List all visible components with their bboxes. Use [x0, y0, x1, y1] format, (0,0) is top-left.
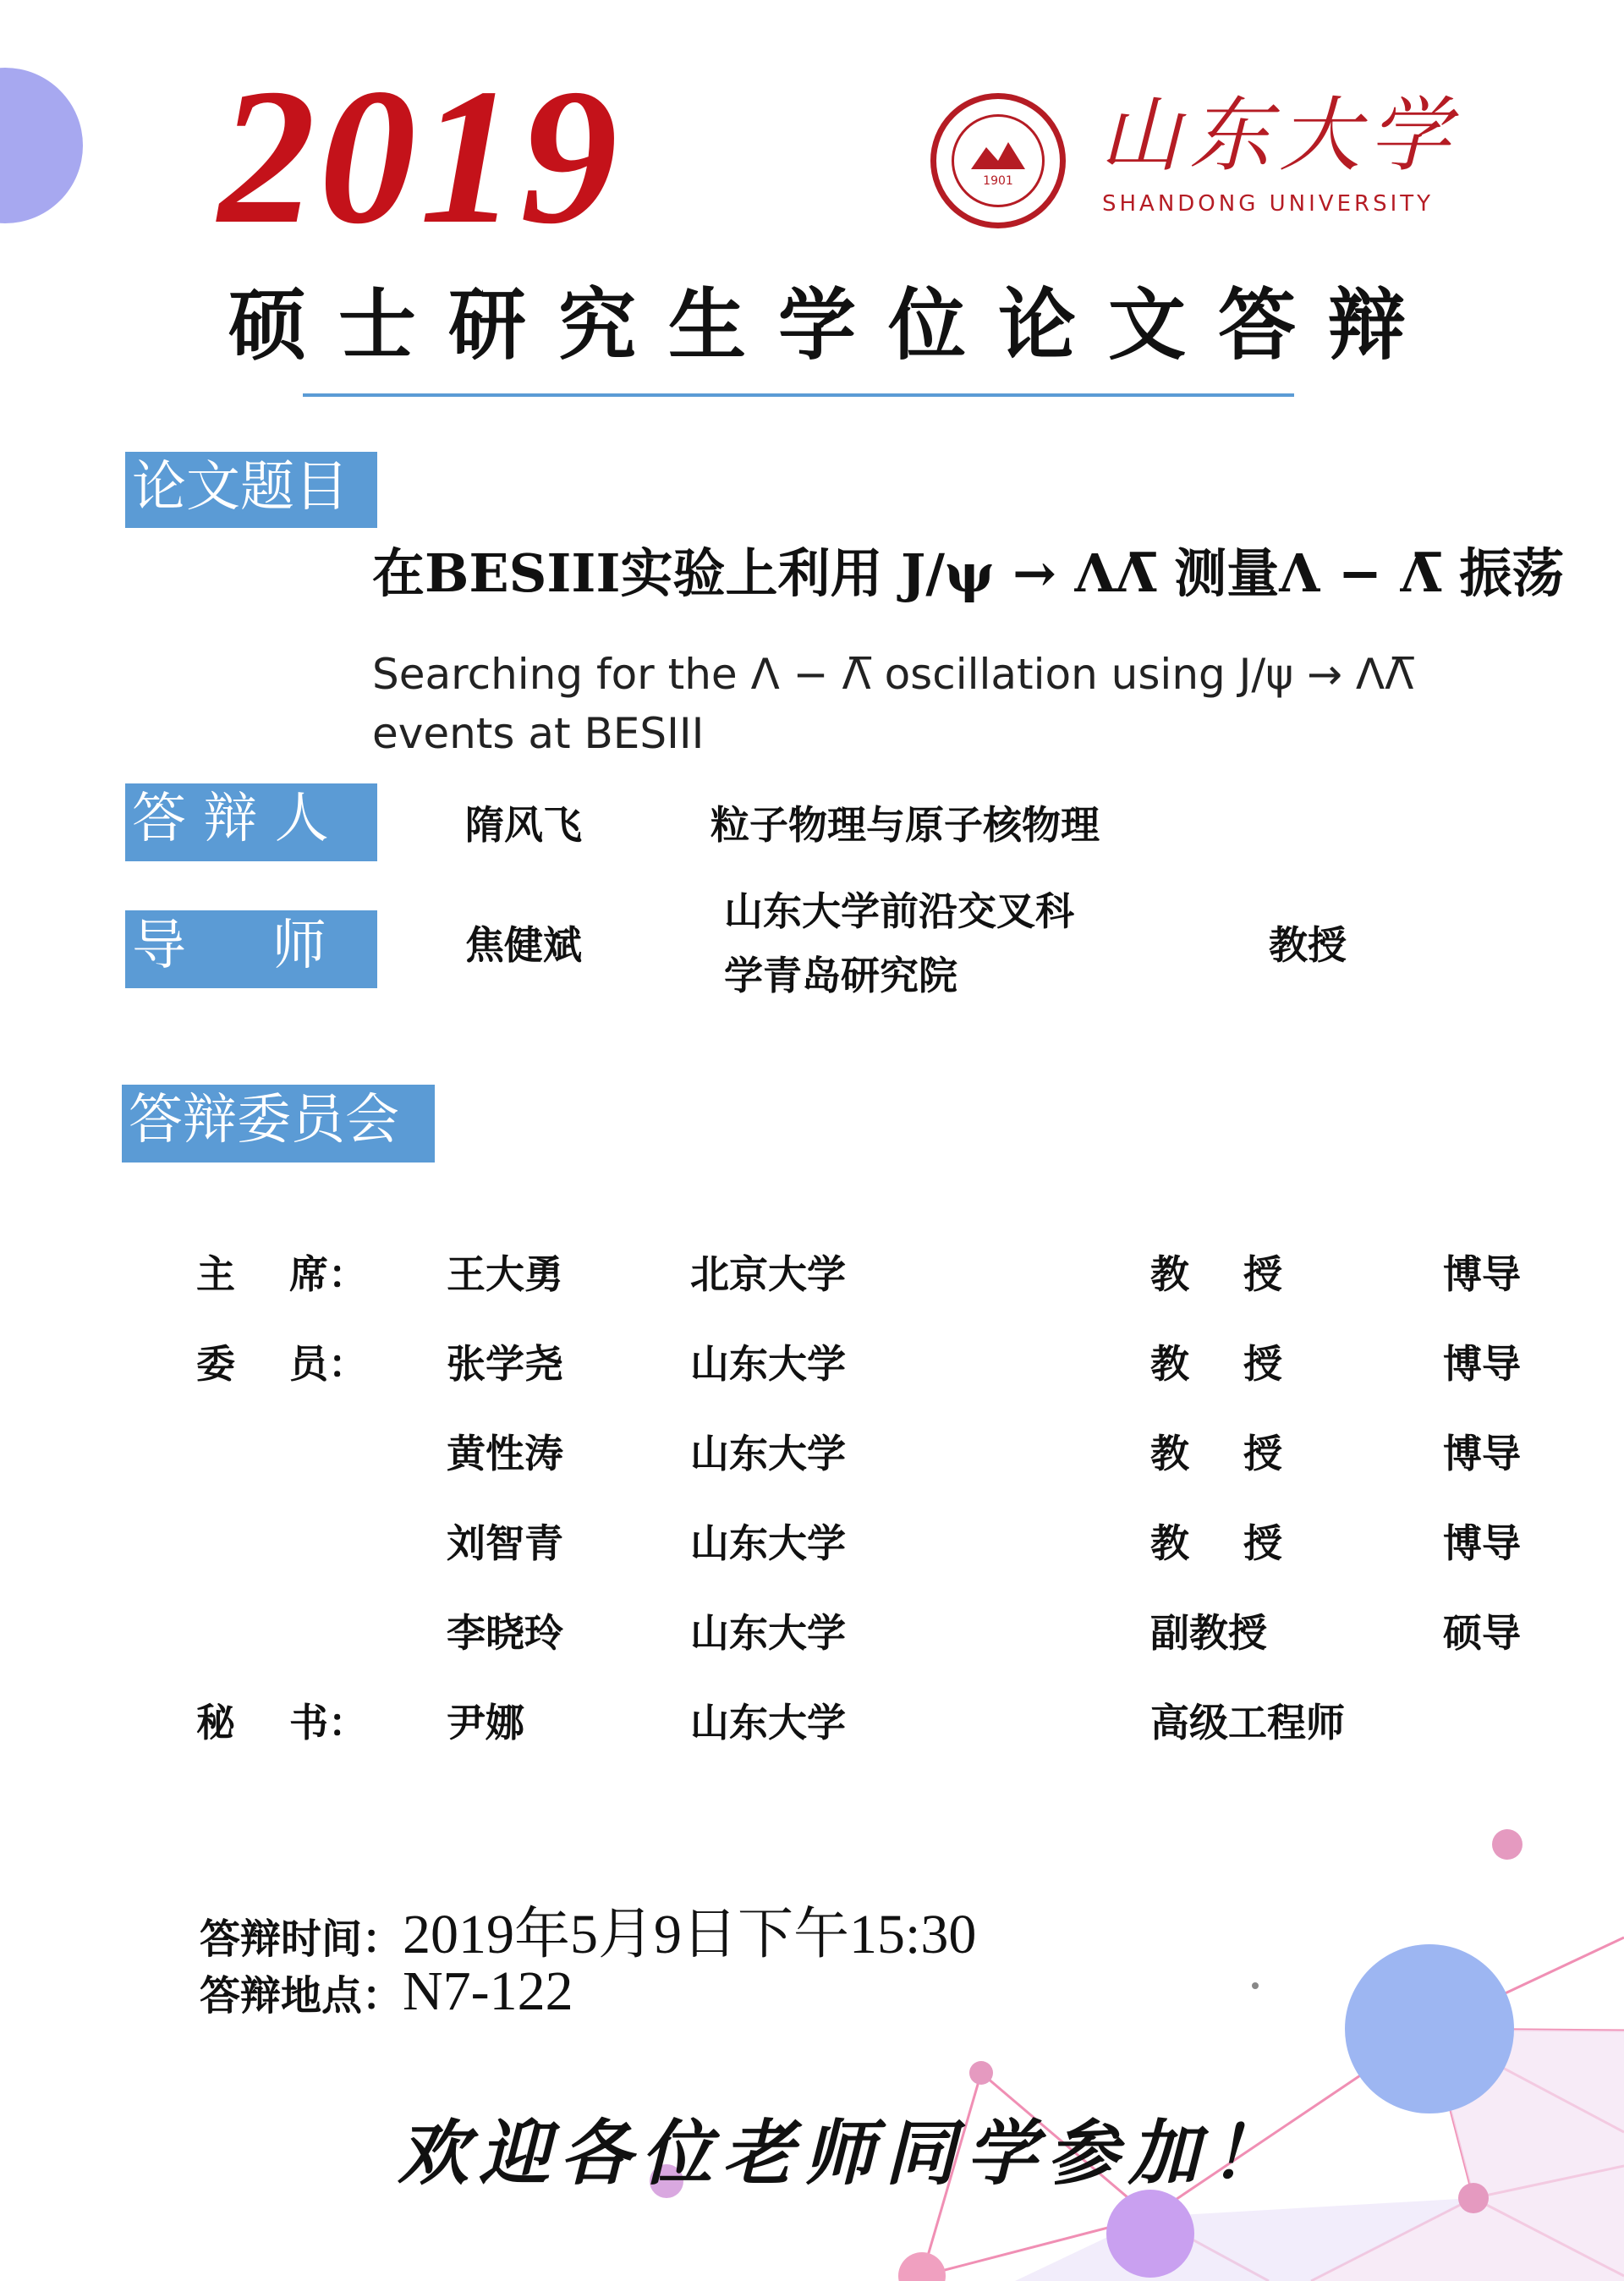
committee-name: 尹娜	[447, 1700, 524, 1745]
committee-affiliation: 山东大学	[690, 1700, 846, 1745]
committee-name: 黄性涛	[447, 1431, 563, 1476]
committee-label: 答辩委员会	[122, 1085, 435, 1162]
committee-affiliation: 山东大学	[690, 1520, 846, 1566]
advisor-label: 导 师	[125, 910, 377, 988]
committee-affiliation: 山东大学	[690, 1341, 846, 1387]
committee-name: 张学尧	[447, 1341, 563, 1387]
university-seal-logo	[930, 93, 1066, 228]
committee-role: 秘 书：	[196, 1700, 368, 1745]
committee-role: 委 员：	[196, 1341, 368, 1387]
thesis-label: 论文题目	[125, 452, 377, 528]
advisor-title: 教授	[1269, 922, 1347, 968]
year-heading: 2019	[218, 48, 621, 264]
title-underline	[303, 393, 1294, 397]
thesis-title-en: Searching for the Λ − Λ̅ oscillation using J/ψ → ΛΛ̅ events at BESIII	[372, 650, 1414, 758]
committee-name: 王大勇	[447, 1251, 563, 1297]
defense-place-value: N7-122	[403, 1960, 573, 2022]
university-name-cn: 山东大学	[1100, 88, 1458, 183]
committee-supervisor: 博导	[1443, 1251, 1521, 1297]
advisor-name: 焦健斌	[465, 922, 582, 968]
committee-affiliation: 山东大学	[690, 1610, 846, 1656]
committee-supervisor: 博导	[1443, 1431, 1521, 1476]
committee-title: 副教授	[1150, 1610, 1267, 1656]
committee-name: 李晓玲	[447, 1610, 563, 1656]
committee-title: 教 授	[1150, 1431, 1283, 1476]
committee-title: 高级工程师	[1150, 1700, 1345, 1745]
committee-title: 教 授	[1150, 1520, 1283, 1566]
welcome-message: 欢迎各位老师同学参加！	[398, 2111, 1292, 2195]
advisor-affiliation-line1: 山东大学前沿交叉科	[724, 888, 1074, 934]
seal-year: 1901	[983, 174, 1013, 188]
committee-supervisor: 博导	[1443, 1341, 1521, 1387]
committee-title: 教 授	[1150, 1251, 1283, 1297]
committee-name: 刘智青	[447, 1520, 563, 1566]
defense-time-value: 2019年5月9日下午15:30	[403, 1904, 977, 1965]
defense-place	[200, 1959, 573, 2024]
advisor-affiliation-line2: 学青岛研究院	[724, 953, 957, 998]
defense-time	[200, 1888, 976, 1969]
committee-affiliation: 北京大学	[690, 1251, 846, 1297]
defense-time-label: 答辩时间：	[200, 1915, 403, 1963]
large-blue-circle	[1345, 1944, 1514, 2113]
defender-name: 隋风飞	[465, 802, 582, 848]
committee-supervisor: 博导	[1443, 1520, 1521, 1566]
committee-supervisor: 硕导	[1443, 1610, 1521, 1656]
committee-role: 主 席：	[196, 1251, 368, 1297]
top-left-circle	[0, 68, 83, 223]
thesis-title-cn: 在BESIII实验上利用 J/ψ → ΛΛ̅ 测量Λ − Λ̅ 振荡	[372, 542, 1565, 604]
university-name-en: SHANDONG UNIVERSITY	[1102, 191, 1434, 217]
committee-title: 教 授	[1150, 1341, 1283, 1387]
defense-place-label: 答辩地点：	[200, 1972, 403, 2020]
mountain-icon	[954, 117, 1042, 205]
defender-label: 答 辩 人	[125, 783, 377, 861]
committee-affiliation: 山东大学	[690, 1431, 846, 1476]
page-title: 硕士研究生学位论文答辩	[228, 279, 1439, 371]
defender-major: 粒子物理与原子核物理	[710, 802, 1100, 848]
